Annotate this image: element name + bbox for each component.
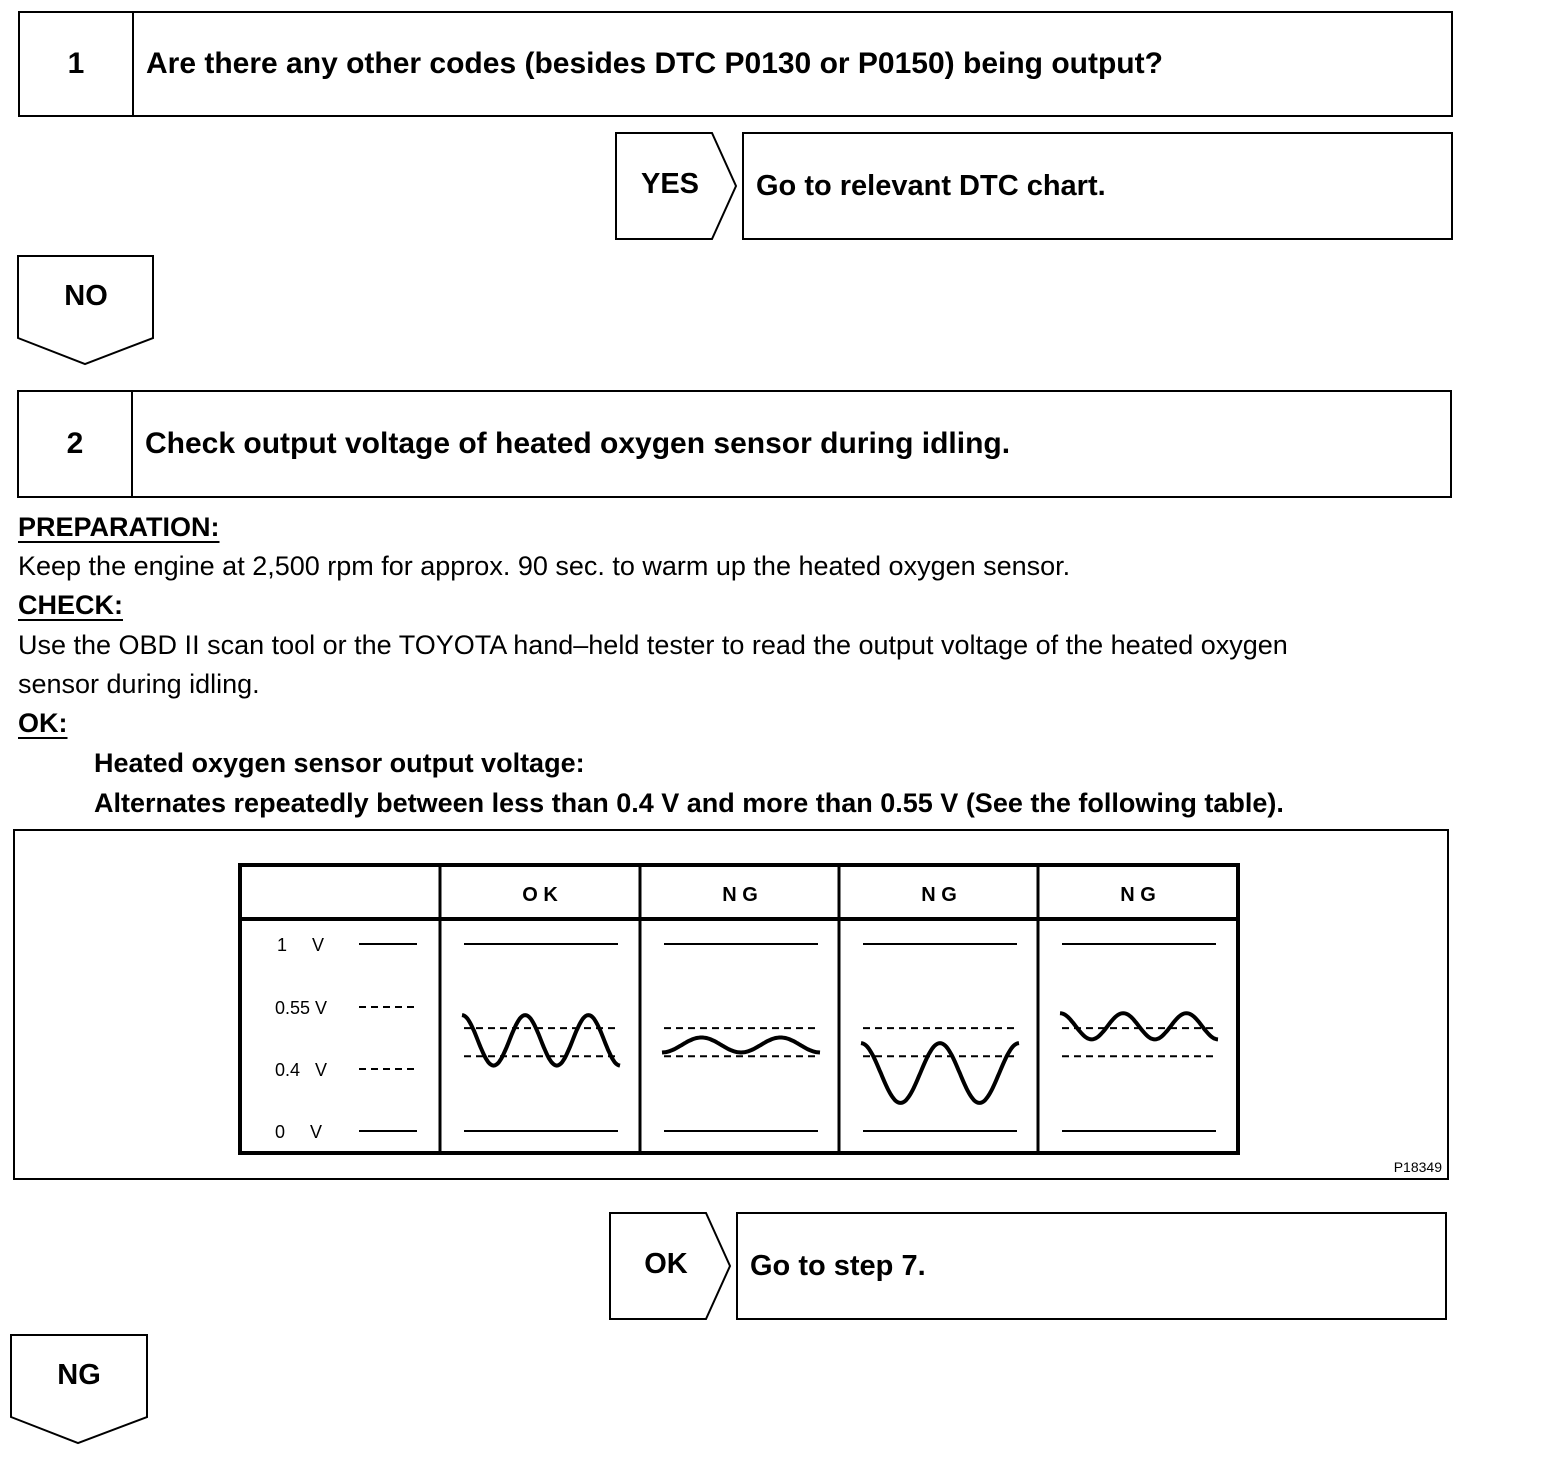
- column-header-ng-2: N G: [921, 884, 957, 906]
- figure-code: P18349: [1393, 1159, 1442, 1175]
- waveform-ng-1: [662, 1038, 820, 1053]
- ok-spec-line-2: Alternates repeatedly between less than 0.4 V and more than 0.55 V (See the following table).: [94, 788, 1284, 818]
- step-1-number: 1: [20, 13, 134, 115]
- voltage-waveform-table: [15, 831, 1447, 1178]
- ok-label: OK: [644, 1248, 688, 1280]
- ok-result-box: Go to step 7.: [736, 1212, 1447, 1320]
- column-header-ng-3: N G: [1120, 884, 1156, 906]
- waveform-ok: [462, 1015, 620, 1066]
- column-header-ng-1: N G: [722, 884, 758, 906]
- waveform-ng-3: [1060, 1013, 1218, 1039]
- preparation-text: Keep the engine at 2,500 rpm for approx. 90 sec. to warm up the heated oxygen sensor.: [18, 551, 1071, 581]
- yes-result-box: Go to relevant DTC chart.: [742, 132, 1453, 240]
- voltage-label-0v: 0 V: [275, 1122, 323, 1142]
- ok-spec-line-1: Heated oxygen sensor output voltage:: [94, 748, 585, 778]
- step-2-number: 2: [19, 392, 133, 496]
- check-header: CHECK:: [18, 590, 123, 620]
- ok-header: OK:: [18, 708, 68, 738]
- yes-label: YES: [640, 168, 700, 200]
- voltage-label-1v: 1 V: [277, 935, 325, 955]
- check-text-line-1: Use the OBD II scan tool or the TOYOTA hand–held tester to read the output voltage of the heated oxygen: [18, 630, 1288, 660]
- voltage-figure: [13, 829, 1449, 1180]
- ng-label: NG: [57, 1359, 101, 1391]
- step-1-question: Are there any other codes (besides DTC P0130 or P0150) being output?: [146, 47, 1163, 80]
- table-frame: [240, 865, 1238, 1153]
- no-label: NO: [64, 280, 108, 312]
- step-1-box: [18, 11, 1453, 117]
- step-2-title: Check output voltage of heated oxygen sensor during idling.: [145, 427, 1011, 460]
- check-text-line-2: sensor during idling.: [18, 669, 260, 699]
- preparation-header: PREPARATION:: [18, 512, 220, 542]
- voltage-label-04v: 0.4 V: [275, 1060, 328, 1080]
- column-header-ok: O K: [522, 884, 558, 906]
- waveform-ng-2: [861, 1043, 1019, 1103]
- step-2-box: [17, 390, 1452, 498]
- voltage-label-055v: 0.55 V: [275, 998, 328, 1018]
